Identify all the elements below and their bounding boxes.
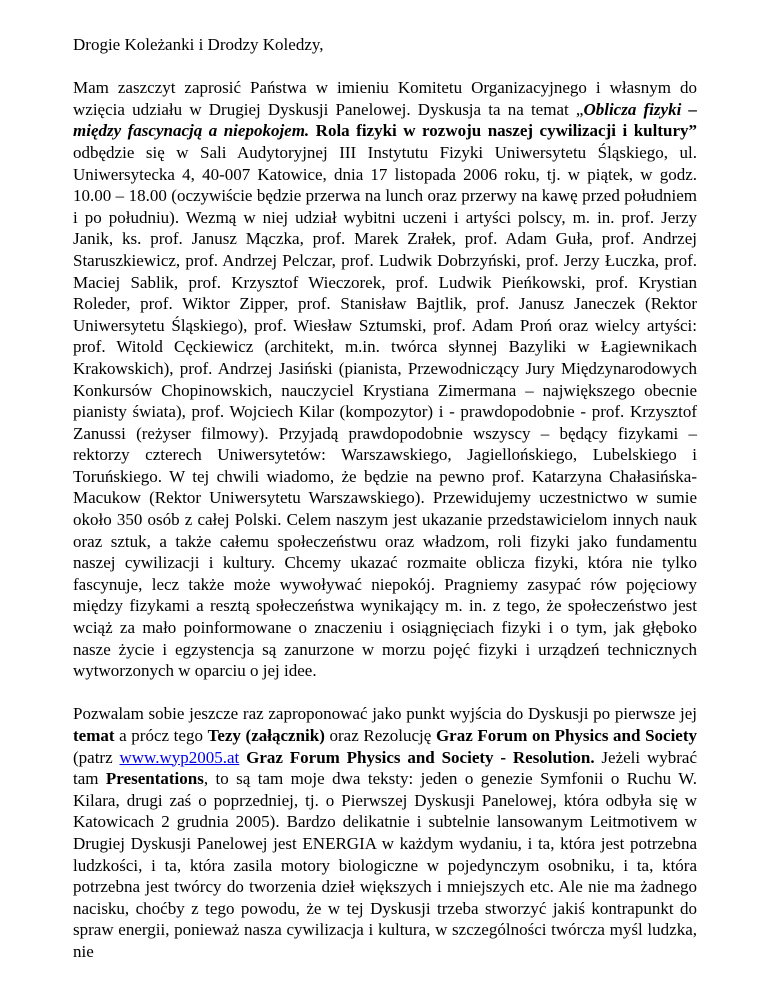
paragraph-proposal xyxy=(73,703,697,962)
greeting: Drogie Koleżanki i Drodzy Koledzy, xyxy=(73,35,324,54)
wyp2005-link[interactable]: www.wyp2005.at xyxy=(119,747,240,767)
proposal-text-1: Pozwalam sobie jeszcze raz zaproponować jako punkt wyjścia do Dyskusji po pierwsze jej xyxy=(73,704,697,724)
bold-graz-forum: Graz Forum on Physics and Society xyxy=(435,726,698,745)
bold-graz-resolution: Graz Forum Physics and Society - Resolution. xyxy=(246,747,595,767)
proposal-text-4: (patrz xyxy=(73,747,120,767)
bold-tezy: Tezy (załącznik) xyxy=(207,726,325,745)
bold-temat: temat xyxy=(73,726,115,745)
proposal-text-3: oraz Rezolucję xyxy=(324,726,436,745)
paragraph-invitation xyxy=(73,77,697,682)
invitation-text-1: Mam zaszczyt zaprosić Państwa w imieniu Komitetu Organizacyjnego i własnym do wzięcia udziału w Drugiej Dyskusji Panelowej. Dyskusja ta na temat „ xyxy=(73,78,697,119)
bold-presentations: Presentations xyxy=(105,769,204,789)
invitation-text-2: odbędzie się w Sali Audytoryjnej III Instytutu Fizyki Uniwersytetu Śląskiego, ul. Uniwersytecka 4, 40-007 Katowice, dnia 17 listopada 2006 roku, tj. w piątek, w godz. 10.00 – 18.00 (oczywiście będzie przerwa na lunch oraz przerwy na kawę przed południem i po południu). Wezmą w niej udział wybitni uczeni i artyści polscy, m. in. prof. Jerzy Janik, ks. prof. Janusz Mączka, prof. Marek Zrałek, prof. Adam Guła, prof. Andrzej Staruszkiewicz, prof. Andrzej Pelczar, prof. Ludwik Dobrzyński, prof. Jerzy Łuczka, prof. Maciej Sablik, prof. Krzysztof Wieczorek, prof. Ludwik Pieńkowski, prof. Krystian Roleder, prof. Wiktor Zipper, prof. Stanisław Bajtlik, prof. Janusz Janeczek (Rektor Uniwersytetu Śląskiego), prof. Wiesław Sztumski, prof. Adam Proń oraz wielcy artyści: prof. Witold Cęckiewicz (architekt, m.in. twórca słynnej Bazyliki w Łagiewnikach Krakowskich), prof. Andrzej Jasiński (pianista, Przewodniczący Jury Międzynarodowych Konkursów Chopinowskich, nauczyciel Krystiana Zimermana – największego obecnie pianisty świata), prof. Wojciech Kilar (kompozytor) i - prawdopodobnie - prof. Krzysztof Zanussi (reżyser filmowy). Przyjadą prawdopodobnie wszyscy – będący fizykami – rektorzy czterech Uniwersytetów: Warszawskiego, Jagiellońskiego, Lubelskiego i Toruńskiego. W tej chwili wiadomo, że będzie na pewno prof. Katarzyna Chałasińska-Macukow (Rektor Uniwersytetu Warszawskiego). Przewidujemy uczestnictwo w sumie około 350 osób z całej Polski. Celem naszym jest ukazanie przedstawicielom innych nauk oraz sztuk, a także całemu społeczeństwu oraz władzom, roli fizyki jako fundamentu naszej cywilizacji i kultury. Chcemy ukazać rozmaite oblicza fizyki, która nie tylko fascynuje, lecz także może wywoływać niepokój. Pragniemy zasypać rów pojęciowy między fizykami a resztą społeczeństwa wynikający m. in. z tego, że społeczeństwo jest wciąż za mało poinformowane o znaczeniu i osiągnięciach fizyki i o tym, jak głęboko nasze życie i egzystencja są zanurzone w morzu pojęć fizyki i urządzeń technicznych wytworzonych w oparciu o jej idee. xyxy=(73,142,697,681)
proposal-text-6: Jeżeli wybrać tam xyxy=(73,747,697,789)
letter-page xyxy=(73,34,697,984)
proposal-text-2: a prócz tego xyxy=(114,726,208,745)
discussion-title-bold: Rola fizyki w rozwoju naszej cywilizacji i kultury” xyxy=(309,121,697,141)
proposal-text-7: , to są tam moje dwa teksty: jeden o genezie Symfonii o Ruchu W. Kilara, drugi zaś o poprzedniej, tj. o Pierwszej Dyskusji Panelowej, która odbyła się w Katowicach 2 grudnia 2005). Bardzo delikatnie i subtelnie lansowanym Leitmotivem w Drugiej Dyskusji Panelowej jest ENERGIA w każdym wydaniu, i ta, która jest potrzebna ludzkości, i ta, która zasila motory biologiczne w pojedynczym osobniku, i ta, która potrzebna jest twórcy do tworzenia dzieł większych i mniejszych etc. Ale nie ma żadnego nacisku, choćby z tego powodu, że w tej Dyskusji trzeba stworzyć jakiś kontrapunkt do spraw energii, ponieważ nasza cywilizacja i kultura, w szczególności twórcza myśl ludzka, nie xyxy=(73,769,697,961)
discussion-title-italic: Oblicza fizyki – między fascynacją a niepokojem. xyxy=(73,99,697,141)
